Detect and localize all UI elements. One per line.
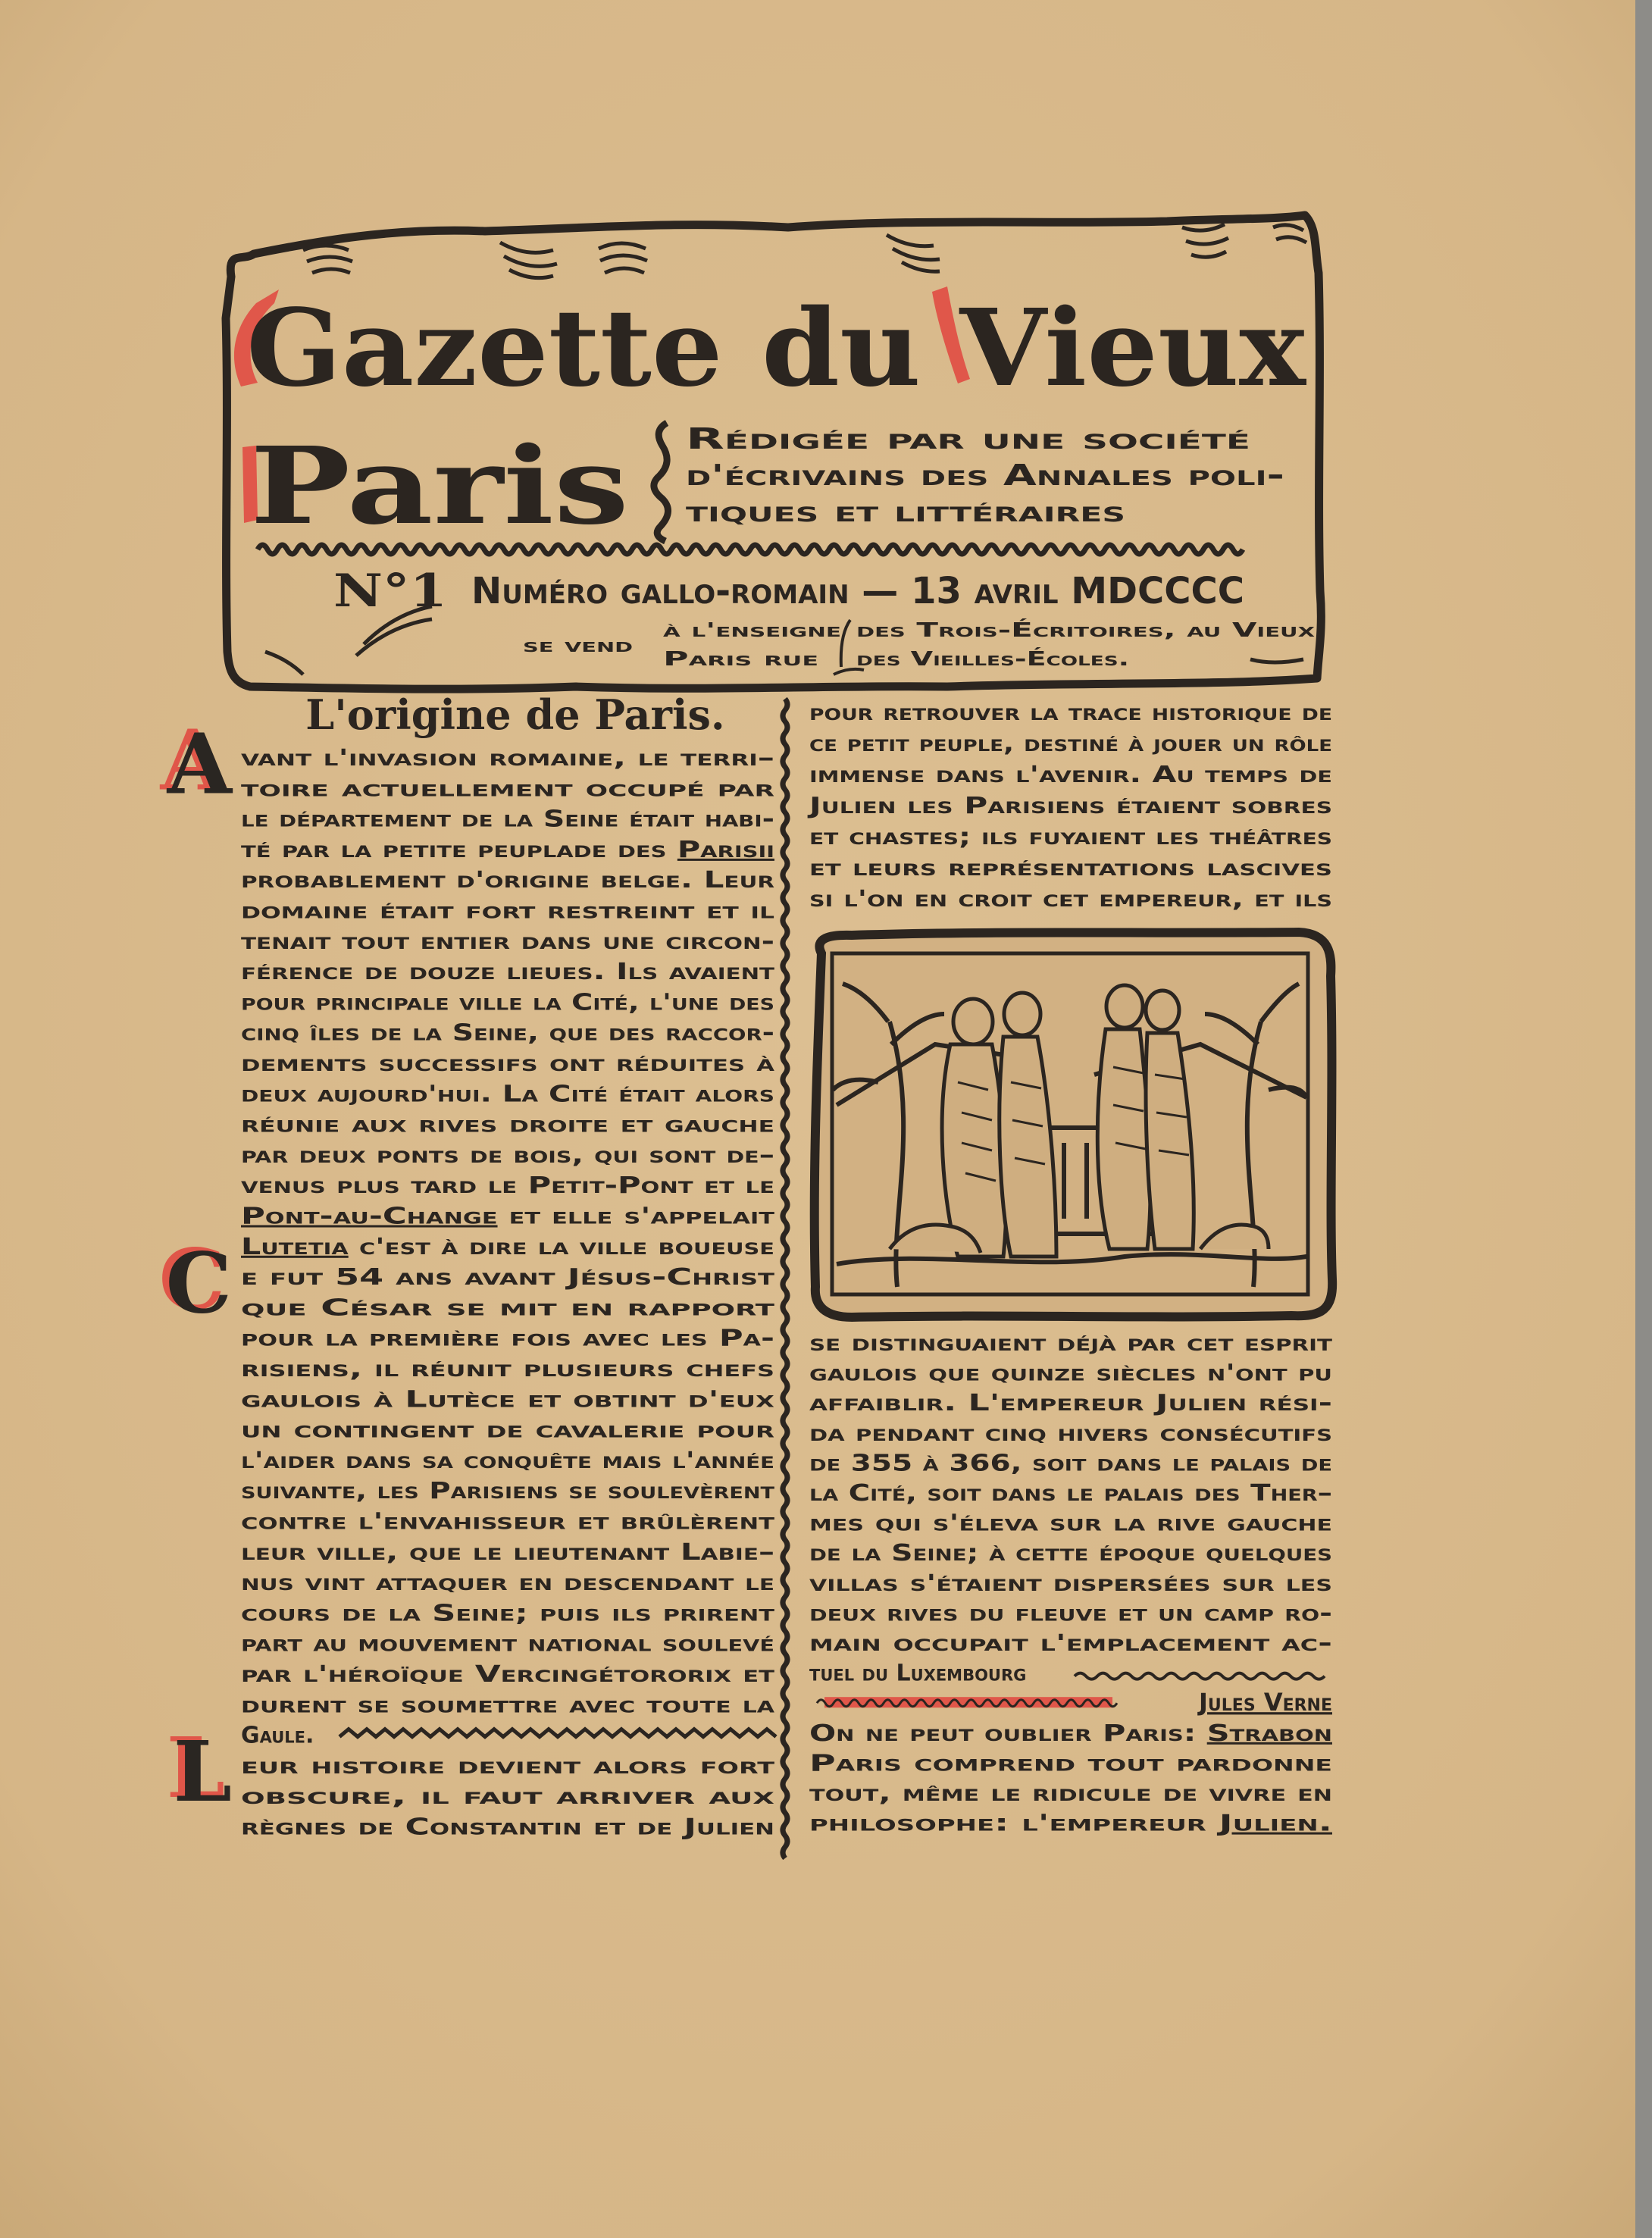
address-line: des Trois-Écritoires, au Vieux <box>856 619 1141 642</box>
text-line: tenait tout entier dans une circon- <box>241 928 774 955</box>
text-line: dements successifs ont réduites à <box>241 1050 776 1077</box>
text-line: deux aujourd'hui. La Cité était alors <box>241 1081 774 1108</box>
text-line: règnes de Constantin et de Julien <box>241 1814 774 1841</box>
text-line: e fut 54 ans avant Jésus-Christ <box>241 1264 776 1291</box>
text-line: un contingent de cavalerie pour <box>241 1416 774 1444</box>
text-line: vant l'invasion romaine, le terri– <box>241 745 774 772</box>
text-line: férence de douze lieues. Ils avaient <box>241 959 775 986</box>
underlined-word: Lutetia <box>241 1233 320 1260</box>
left-column <box>165 715 776 1840</box>
underlined-word: Strabon <box>1206 1720 1298 1747</box>
text-line: pour la première fois avec les Pa- <box>241 1325 774 1352</box>
address-line: des Vieilles-Écoles. <box>856 648 1043 671</box>
right-column-top <box>807 700 1332 912</box>
text-line: la Cité, soit dans le palais des Ther– <box>809 1480 1332 1507</box>
text-line: Paris comprend tout pardonne <box>809 1750 1332 1777</box>
address-line: à l'enseigne <box>663 619 841 642</box>
text-line: de la Seine; à cette époque quelques <box>809 1540 1332 1567</box>
text-line: Julien les Parisiens étaient sobres <box>807 793 1332 819</box>
text-line: cinq îles de la Seine, que des raccor- <box>241 1019 774 1047</box>
text-line: gaulois à Lutèce et obtint d'eux <box>241 1386 774 1413</box>
text-line: par l'héroïque Vercingétororix et <box>241 1661 775 1688</box>
masthead-subtitle: tiques et littéraires <box>686 495 1125 528</box>
woodcut-illustration <box>815 932 1332 1317</box>
text-segment: c'est à dire la ville boueuse <box>348 1233 659 1260</box>
text-line: tuel du Luxembourg <box>809 1660 1027 1687</box>
text-line: si l'on en croit cet empereur, et ils <box>809 886 1332 912</box>
address-line: Paris rue <box>663 648 818 671</box>
issue-line: Numéro gallo-romain — 13 avril MDCCCC <box>471 570 1244 612</box>
right-column-bottom <box>809 1330 1333 1837</box>
text-line: pour principale ville la Cité, l'une des <box>241 989 774 1016</box>
text-line: nus vint attaquer en descendant le <box>241 1570 774 1597</box>
text-line: risiens, il réunit plusieurs chefs <box>241 1356 774 1382</box>
text-line: immense dans l'avenir. Au temps de <box>809 762 1332 788</box>
masthead-subtitle: d'écrivains des Annales poli- <box>686 459 1284 492</box>
text-line: obscure, il faut arriver aux <box>241 1783 774 1811</box>
text-line: probablement d'origine belge. Leur <box>241 867 774 894</box>
text-line: que César se mit en rapport <box>241 1294 776 1322</box>
article-title: L'origine de Paris. <box>305 690 725 739</box>
text-line: durent se soumettre avec toute la <box>241 1692 776 1719</box>
text-line: suivante, les Parisiens se soulevèrent <box>241 1478 775 1505</box>
text-line: Gaule. <box>241 1722 314 1749</box>
text-line: villas s'étaient dispersées sur les <box>809 1570 1332 1597</box>
underlined-word: Pont-au-Change <box>241 1203 419 1230</box>
text-line <box>241 1204 775 1230</box>
masthead-subtitle: Rédigée par une société <box>686 422 1250 455</box>
text-segment: philosophe: l'empereur <box>809 1810 1064 1837</box>
text-segment: On ne peut oublier Paris: <box>809 1720 1098 1747</box>
text-line: gaulois que quinze siècles n'ont pu <box>809 1360 1332 1387</box>
text-segment: et elle s'appelait <box>497 1203 690 1230</box>
text-line: tout, même le ridicule de vivre en <box>809 1780 1332 1807</box>
underlined-word: Parisii <box>677 836 748 863</box>
text-line: deux rives du fleuve et un camp ro- <box>809 1600 1332 1627</box>
masthead-title: Gazette du Vieux <box>246 286 1307 411</box>
text-line: domaine était fort restreint et il <box>241 897 774 925</box>
text-line <box>241 1234 774 1260</box>
issue-number: N°1 <box>333 565 447 618</box>
sale-label: se vend <box>523 634 633 657</box>
text-line: contre l'envahisseur et brûlèrent <box>241 1508 775 1535</box>
underlined-word: Julien. <box>1219 1810 1290 1837</box>
drop-cap: C <box>165 1234 232 1332</box>
drop-cap: A <box>167 715 232 813</box>
text-line: toire actuellement occupé par <box>241 775 774 803</box>
text-line: réunie aux rives droite et gauche <box>241 1111 774 1138</box>
text-line: part au mouvement national soulevé <box>241 1630 774 1657</box>
text-line: affaiblir. L'empereur Julien rési- <box>809 1390 1332 1417</box>
text-line: eur histoire devient alors fort <box>241 1752 776 1779</box>
text-line: venus plus tard le Petit-Pont et le <box>241 1172 774 1200</box>
text-line: leur ville, que le lieutenant Labie– <box>241 1538 774 1566</box>
text-line: da pendant cinq hivers consécutifs <box>809 1419 1332 1447</box>
text-line: se distinguaient déjà par cet esprit <box>809 1330 1333 1357</box>
text-line <box>809 1720 1332 1747</box>
text-line <box>809 1811 1332 1837</box>
text-line: pour retrouver la trace historique de <box>809 700 1332 726</box>
text-line: et chastes; ils fuyaient les théâtres <box>809 824 1332 850</box>
text-line: main occupait l'emplacement ac- <box>809 1630 1332 1657</box>
text-line: ce petit peuple, destiné à jouer un rôle <box>809 731 1332 757</box>
text-line: de 355 à 366, soit dans le palais de <box>809 1450 1332 1477</box>
underlined-word: Jules Verne <box>1199 1688 1332 1717</box>
text-line: par deux ponts de bois, qui sont de– <box>241 1141 774 1169</box>
drop-cap: L <box>173 1723 232 1821</box>
masthead-title-paris: Paris <box>250 424 629 549</box>
text-line: l'aider dans sa conquête mais l'année <box>241 1447 775 1474</box>
text-segment: té par la petite peuplade des <box>241 836 558 863</box>
text-line: cours de la Seine; puis ils prirent <box>241 1600 775 1627</box>
text-line: le département de la Seine était habi- <box>241 806 774 833</box>
text-line: mes qui s'éleva sur la rive gauche <box>809 1510 1332 1537</box>
text-line <box>1197 1688 1332 1717</box>
text-line <box>241 837 774 863</box>
rope-rule <box>258 545 1243 554</box>
text-line: et leurs représentations lascives <box>809 855 1332 881</box>
